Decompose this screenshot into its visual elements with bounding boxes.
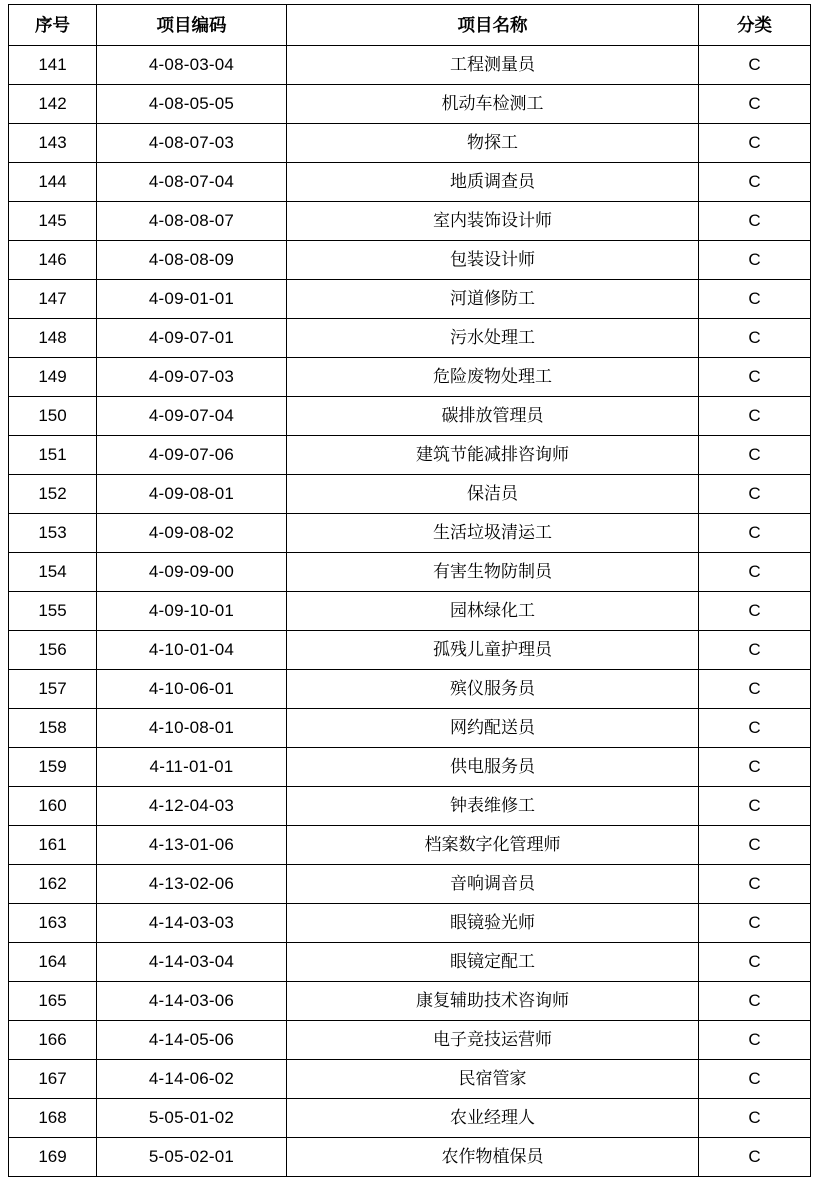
- cell-category: C: [699, 1099, 811, 1138]
- cell-category: C: [699, 1021, 811, 1060]
- cell-category: C: [699, 748, 811, 787]
- cell-name: 有害生物防制员: [287, 553, 699, 592]
- table-row: [9, 592, 811, 631]
- cell-name: 殡仪服务员: [287, 670, 699, 709]
- cell-category: C: [699, 436, 811, 475]
- cell-seq: 158: [9, 709, 97, 748]
- table-row: [9, 631, 811, 670]
- cell-category: C: [699, 1060, 811, 1099]
- table-row: [9, 280, 811, 319]
- cell-seq: 146: [9, 241, 97, 280]
- cell-category: C: [699, 319, 811, 358]
- table-row: [9, 241, 811, 280]
- cell-category: C: [699, 787, 811, 826]
- table-row: [9, 124, 811, 163]
- cell-code: 4-09-07-03: [97, 358, 287, 397]
- cell-seq: 141: [9, 46, 97, 85]
- cell-code: 4-08-08-09: [97, 241, 287, 280]
- cell-seq: 148: [9, 319, 97, 358]
- cell-category: C: [699, 85, 811, 124]
- cell-name: 钟表维修工: [287, 787, 699, 826]
- occupation-table: [8, 4, 811, 1177]
- table-row: [9, 670, 811, 709]
- cell-name: 保洁员: [287, 475, 699, 514]
- table-body: [9, 46, 811, 1177]
- cell-name: 河道修防工: [287, 280, 699, 319]
- table-row: [9, 826, 811, 865]
- column-header-code: 项目编码: [97, 5, 287, 46]
- cell-seq: 155: [9, 592, 97, 631]
- cell-name: 档案数字化管理师: [287, 826, 699, 865]
- cell-category: C: [699, 943, 811, 982]
- cell-category: C: [699, 280, 811, 319]
- table-row: [9, 358, 811, 397]
- cell-seq: 143: [9, 124, 97, 163]
- cell-name: 建筑节能减排咨询师: [287, 436, 699, 475]
- cell-code: 5-05-01-02: [97, 1099, 287, 1138]
- cell-seq: 150: [9, 397, 97, 436]
- cell-name: 农业经理人: [287, 1099, 699, 1138]
- table-row: [9, 397, 811, 436]
- cell-category: C: [699, 46, 811, 85]
- table-row: [9, 1021, 811, 1060]
- cell-category: C: [699, 475, 811, 514]
- cell-category: C: [699, 397, 811, 436]
- cell-code: 4-09-07-01: [97, 319, 287, 358]
- cell-seq: 163: [9, 904, 97, 943]
- cell-category: C: [699, 826, 811, 865]
- table-row: [9, 1060, 811, 1099]
- table-row: [9, 475, 811, 514]
- column-header-category: 分类: [699, 5, 811, 46]
- table-row: [9, 85, 811, 124]
- cell-seq: 152: [9, 475, 97, 514]
- cell-code: 4-13-02-06: [97, 865, 287, 904]
- cell-name: 眼镜验光师: [287, 904, 699, 943]
- cell-seq: 165: [9, 982, 97, 1021]
- cell-seq: 154: [9, 553, 97, 592]
- cell-category: C: [699, 670, 811, 709]
- cell-seq: 142: [9, 85, 97, 124]
- cell-name: 工程测量员: [287, 46, 699, 85]
- table-row: [9, 904, 811, 943]
- cell-category: C: [699, 514, 811, 553]
- cell-seq: 162: [9, 865, 97, 904]
- table-header: [9, 5, 811, 46]
- cell-category: C: [699, 904, 811, 943]
- cell-seq: 145: [9, 202, 97, 241]
- cell-category: C: [699, 631, 811, 670]
- cell-seq: 169: [9, 1138, 97, 1177]
- cell-seq: 160: [9, 787, 97, 826]
- cell-code: 4-13-01-06: [97, 826, 287, 865]
- table-row: [9, 163, 811, 202]
- cell-seq: 166: [9, 1021, 97, 1060]
- table-row: [9, 514, 811, 553]
- cell-seq: 167: [9, 1060, 97, 1099]
- cell-name: 康复辅助技术咨询师: [287, 982, 699, 1021]
- cell-category: C: [699, 592, 811, 631]
- cell-category: C: [699, 124, 811, 163]
- cell-name: 物探工: [287, 124, 699, 163]
- column-header-name: 项目名称: [287, 5, 699, 46]
- table-row: [9, 865, 811, 904]
- column-header-seq: 序号: [9, 5, 97, 46]
- cell-seq: 159: [9, 748, 97, 787]
- cell-seq: 156: [9, 631, 97, 670]
- cell-seq: 149: [9, 358, 97, 397]
- table-row: [9, 202, 811, 241]
- table-row: [9, 1138, 811, 1177]
- cell-code: 4-09-01-01: [97, 280, 287, 319]
- cell-name: 供电服务员: [287, 748, 699, 787]
- table-row: [9, 1099, 811, 1138]
- cell-code: 4-09-08-01: [97, 475, 287, 514]
- cell-category: C: [699, 709, 811, 748]
- table-row: [9, 436, 811, 475]
- cell-seq: 153: [9, 514, 97, 553]
- cell-code: 4-09-07-06: [97, 436, 287, 475]
- table-row: [9, 748, 811, 787]
- table-header-row: [9, 5, 811, 46]
- cell-code: 4-14-06-02: [97, 1060, 287, 1099]
- cell-name: 碳排放管理员: [287, 397, 699, 436]
- table-row: [9, 943, 811, 982]
- cell-category: C: [699, 163, 811, 202]
- cell-name: 生活垃圾清运工: [287, 514, 699, 553]
- table-row: [9, 319, 811, 358]
- cell-code: 4-11-01-01: [97, 748, 287, 787]
- cell-seq: 147: [9, 280, 97, 319]
- cell-category: C: [699, 241, 811, 280]
- cell-name: 民宿管家: [287, 1060, 699, 1099]
- cell-code: 4-08-03-04: [97, 46, 287, 85]
- cell-name: 电子竞技运营师: [287, 1021, 699, 1060]
- cell-code: 5-05-02-01: [97, 1138, 287, 1177]
- cell-code: 4-08-08-07: [97, 202, 287, 241]
- table-row: [9, 982, 811, 1021]
- cell-code: 4-09-07-04: [97, 397, 287, 436]
- table-row: [9, 709, 811, 748]
- cell-name: 地质调查员: [287, 163, 699, 202]
- cell-code: 4-14-03-04: [97, 943, 287, 982]
- cell-name: 园林绿化工: [287, 592, 699, 631]
- cell-name: 音响调音员: [287, 865, 699, 904]
- cell-name: 机动车检测工: [287, 85, 699, 124]
- cell-code: 4-10-08-01: [97, 709, 287, 748]
- cell-code: 4-08-07-03: [97, 124, 287, 163]
- cell-code: 4-14-03-03: [97, 904, 287, 943]
- cell-code: 4-09-10-01: [97, 592, 287, 631]
- cell-name: 网约配送员: [287, 709, 699, 748]
- cell-category: C: [699, 865, 811, 904]
- cell-name: 危险废物处理工: [287, 358, 699, 397]
- cell-code: 4-10-01-04: [97, 631, 287, 670]
- table-row: [9, 553, 811, 592]
- cell-code: 4-10-06-01: [97, 670, 287, 709]
- cell-seq: 161: [9, 826, 97, 865]
- cell-category: C: [699, 553, 811, 592]
- cell-code: 4-14-03-06: [97, 982, 287, 1021]
- cell-name: 农作物植保员: [287, 1138, 699, 1177]
- cell-category: C: [699, 358, 811, 397]
- table-row: [9, 787, 811, 826]
- cell-seq: 168: [9, 1099, 97, 1138]
- cell-name: 孤残儿童护理员: [287, 631, 699, 670]
- cell-seq: 151: [9, 436, 97, 475]
- cell-code: 4-09-08-02: [97, 514, 287, 553]
- cell-category: C: [699, 202, 811, 241]
- cell-name: 包装设计师: [287, 241, 699, 280]
- cell-code: 4-08-05-05: [97, 85, 287, 124]
- cell-code: 4-08-07-04: [97, 163, 287, 202]
- cell-code: 4-14-05-06: [97, 1021, 287, 1060]
- cell-seq: 157: [9, 670, 97, 709]
- table-row: [9, 46, 811, 85]
- cell-category: C: [699, 1138, 811, 1177]
- cell-code: 4-09-09-00: [97, 553, 287, 592]
- cell-code: 4-12-04-03: [97, 787, 287, 826]
- cell-category: C: [699, 982, 811, 1021]
- cell-seq: 164: [9, 943, 97, 982]
- cell-seq: 144: [9, 163, 97, 202]
- cell-name: 污水处理工: [287, 319, 699, 358]
- cell-name: 眼镜定配工: [287, 943, 699, 982]
- cell-name: 室内装饰设计师: [287, 202, 699, 241]
